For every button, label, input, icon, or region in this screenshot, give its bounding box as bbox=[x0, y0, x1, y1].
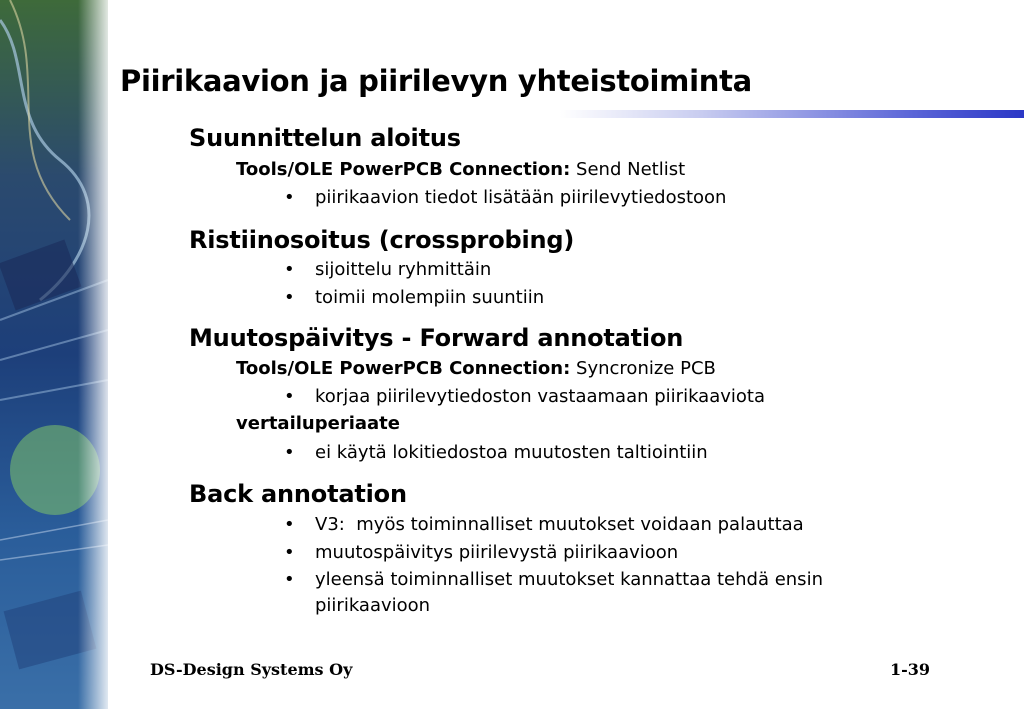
bullet-text: piirikaavion tiedot lisätään piirilevytiedostoon bbox=[315, 187, 727, 208]
bullet-symbol: • bbox=[284, 514, 295, 535]
bullet-text: toimii molempiin suuntiin bbox=[315, 287, 545, 308]
subline-command: Syncronize PCB bbox=[576, 358, 716, 379]
subline-bold-label: Tools/OLE PowerPCB Connection: bbox=[236, 358, 571, 379]
title-underline-bar bbox=[560, 110, 1024, 118]
bullet-symbol: • bbox=[284, 542, 295, 563]
bullet-symbol: • bbox=[284, 187, 295, 208]
bullet-text: sijoittelu ryhmittäin bbox=[315, 259, 492, 280]
bullet-text: muutospäivitys piirilevystä piirikaavioon bbox=[315, 542, 679, 563]
bullet-symbol: • bbox=[284, 442, 295, 463]
bullet-symbol: • bbox=[284, 287, 295, 308]
subline-bold-label: Tools/OLE PowerPCB Connection: bbox=[236, 159, 571, 180]
section-heading-ristiinosoitus: Ristiinosoitus (crossprobing) bbox=[189, 226, 575, 254]
section-subline-send-netlist bbox=[236, 159, 685, 180]
footer-company: DS-Design Systems Oy bbox=[150, 660, 353, 679]
slide-title: Piirikaavion ja piirilevyn yhteistoiminta bbox=[120, 64, 752, 98]
subline-command: Send Netlist bbox=[576, 159, 686, 180]
section-heading-suunnittelun-aloitus: Suunnittelun aloitus bbox=[189, 124, 461, 152]
bullet-text: V3: myös toiminnalliset muutokset voidaan palauttaa bbox=[315, 514, 804, 535]
bullet-text: korjaa piirilevytiedoston vastaamaan piirikaaviota bbox=[315, 386, 765, 407]
section-subline-syncronize-pcb bbox=[236, 358, 716, 379]
section-subline-vertailuperiaate bbox=[236, 413, 400, 434]
bullet-text: yleensä toiminnalliset muutokset kannattaa tehdä ensin piirikaavioon bbox=[315, 569, 823, 616]
bullet-symbol: • bbox=[284, 259, 295, 280]
decorative-side-image bbox=[0, 0, 108, 709]
bullet-text: ei käytä lokitiedostoa muutosten taltiointiin bbox=[315, 442, 708, 463]
section-heading-back-annotation: Back annotation bbox=[189, 480, 407, 508]
footer-page-number: 1-39 bbox=[890, 660, 931, 679]
bullet-symbol: • bbox=[284, 569, 295, 590]
subline-bold-label: vertailuperiaate bbox=[236, 413, 400, 434]
bullet-symbol: • bbox=[284, 386, 295, 407]
section-heading-muutospaivitys: Muutospäivitys - Forward annotation bbox=[189, 324, 684, 352]
